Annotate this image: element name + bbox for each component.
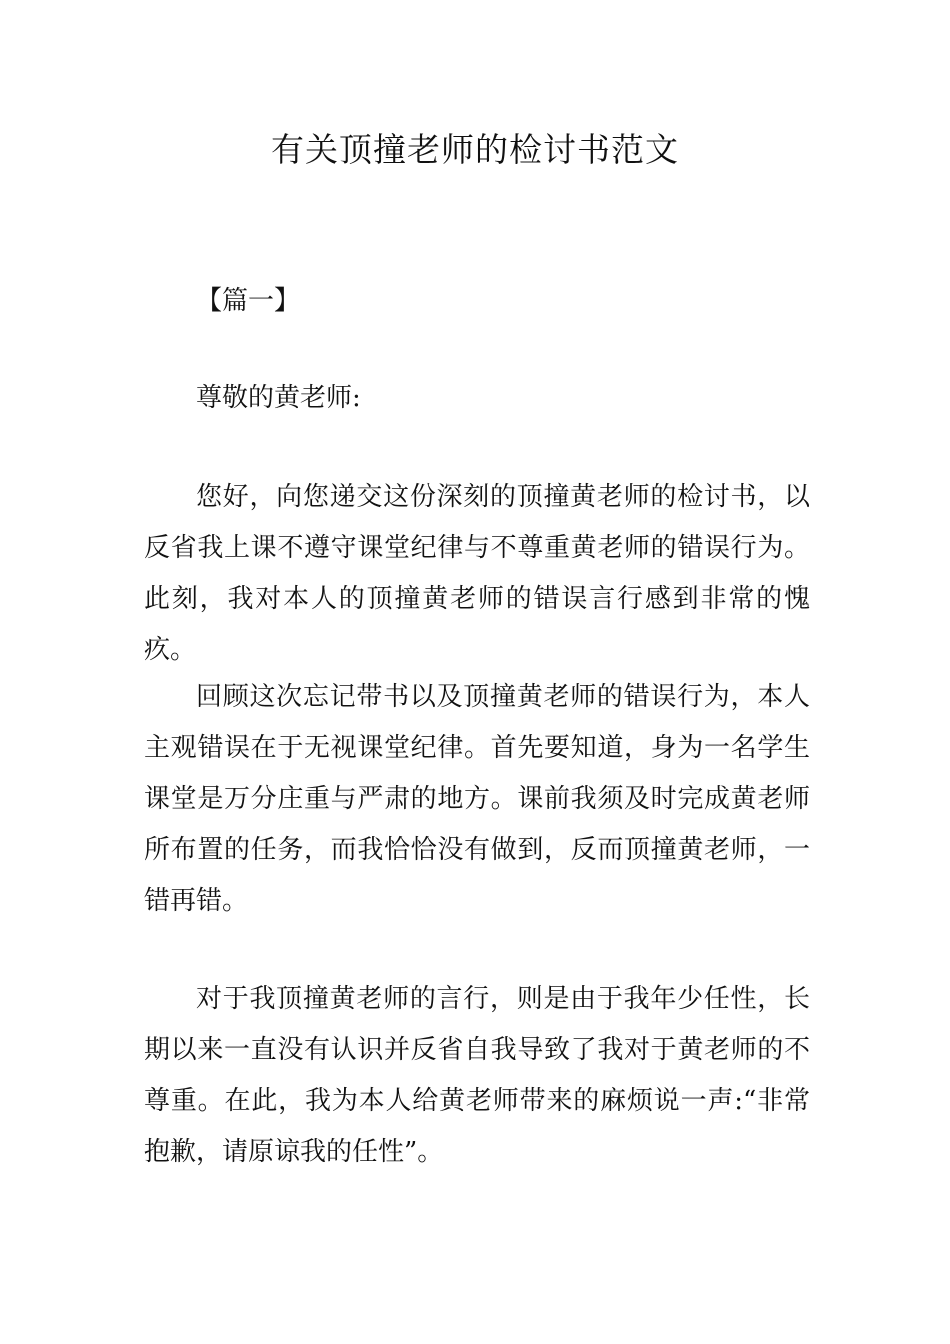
body-paragraph-1: 您好，向您递交这份深刻的顶撞黄老师的检讨书，以反省我上课不遵守课堂纪律与不尊重黄老师的错误行为。此刻，我对本人的顶撞黄老师的错误言行感到非常的愧疚。: [144, 482, 810, 665]
document-title: 有关顶撞老师的检讨书范文: [271, 130, 679, 169]
body-paragraph-3: 对于我顶撞黄老师的言行，则是由于我年少任性，长期以来一直没有认识并反省自我导致了我对于黄老师的不尊重。在此，我为本人给黄老师带来的麻烦说一声:“非常抱歉，请原谅我的任性”。: [144, 984, 810, 1167]
body-paragraph-2: 回顾这次忘记带书以及顶撞黄老师的错误行为，本人主观错误在于无视课堂纪律。首先要知道，身为一名学生课堂是万分庄重与严肃的地方。课前我须及时完成黄老师所布置的任务，而我恰恰没有做到，反而顶撞黄老师，一错再错。: [144, 682, 810, 916]
section-label: 【篇一】: [196, 286, 301, 316]
salutation: 尊敬的黄老师:: [196, 383, 361, 413]
